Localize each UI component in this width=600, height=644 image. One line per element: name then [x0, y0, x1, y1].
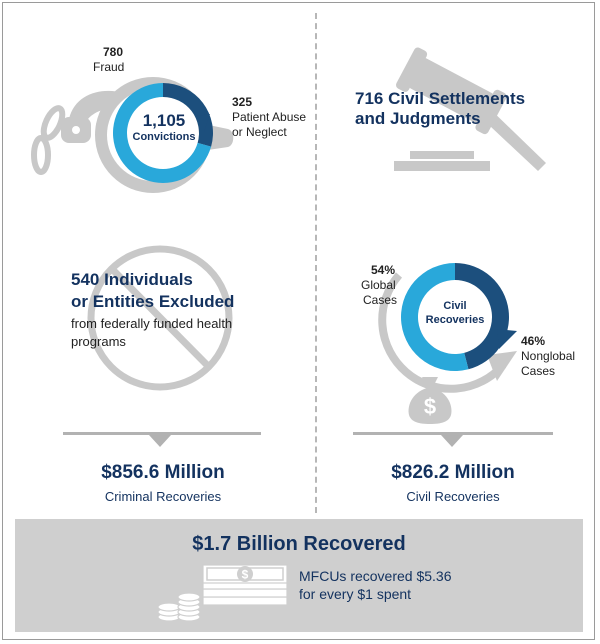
civil-center-line2: Recoveries [425, 314, 485, 326]
civil-settlements-line1: 716 Civil Settlements [355, 89, 526, 108]
right-separator-pointer [441, 435, 463, 447]
abuse-count: 325 [232, 95, 253, 109]
roi-note-line1: MFCUs recovered $5.36 [299, 568, 452, 584]
total-recovered-banner [15, 519, 583, 632]
criminal-recoveries-amount: $856.6 Million [101, 462, 225, 483]
svg-text:$: $ [241, 567, 249, 582]
civil-recoveries-label: Civil Recoveries [406, 489, 500, 504]
civil-settlements-line2: and Judgments [355, 109, 481, 128]
infographic [2, 2, 595, 640]
exclusions-line4: programs [71, 334, 126, 349]
global-percent: 54% [371, 263, 396, 277]
abuse-label-1: Patient Abuse [232, 110, 307, 124]
convictions-label: Convictions [132, 131, 196, 143]
coin-stack-icon [155, 585, 205, 623]
svg-text:$: $ [423, 394, 437, 419]
civil-center-line1: Civil [443, 300, 467, 312]
fraud-label: Fraud [93, 60, 125, 74]
abuse-label-2: or Neglect [232, 125, 287, 139]
convictions-total: 1,105 [142, 111, 186, 130]
nonglobal-label-1: Nonglobal [521, 349, 576, 363]
cash-stack-icon [195, 561, 291, 619]
criminal-recoveries-label: Criminal Recoveries [104, 489, 222, 504]
global-label-1: Global [361, 278, 396, 292]
roi-note-line2: for every $1 spent [299, 586, 412, 602]
money-bag-icon [405, 373, 455, 425]
total-headline: $1.7 Billion Recovered [192, 533, 406, 555]
exclusions-line2: or Entities Excluded [71, 292, 235, 311]
left-separator-pointer [149, 435, 171, 447]
nonglobal-label-2: Cases [521, 364, 556, 378]
nonglobal-percent: 46% [521, 334, 546, 348]
fraud-count: 780 [103, 45, 124, 59]
global-label-2: Cases [363, 293, 398, 307]
column-divider [315, 13, 317, 513]
exclusions-line3: from federally funded health [71, 316, 233, 331]
civil-donut-arrow-head [497, 329, 517, 349]
civil-recoveries-amount: $826.2 Million [391, 462, 515, 483]
exclusions-line1: 540 Individuals [71, 270, 193, 289]
